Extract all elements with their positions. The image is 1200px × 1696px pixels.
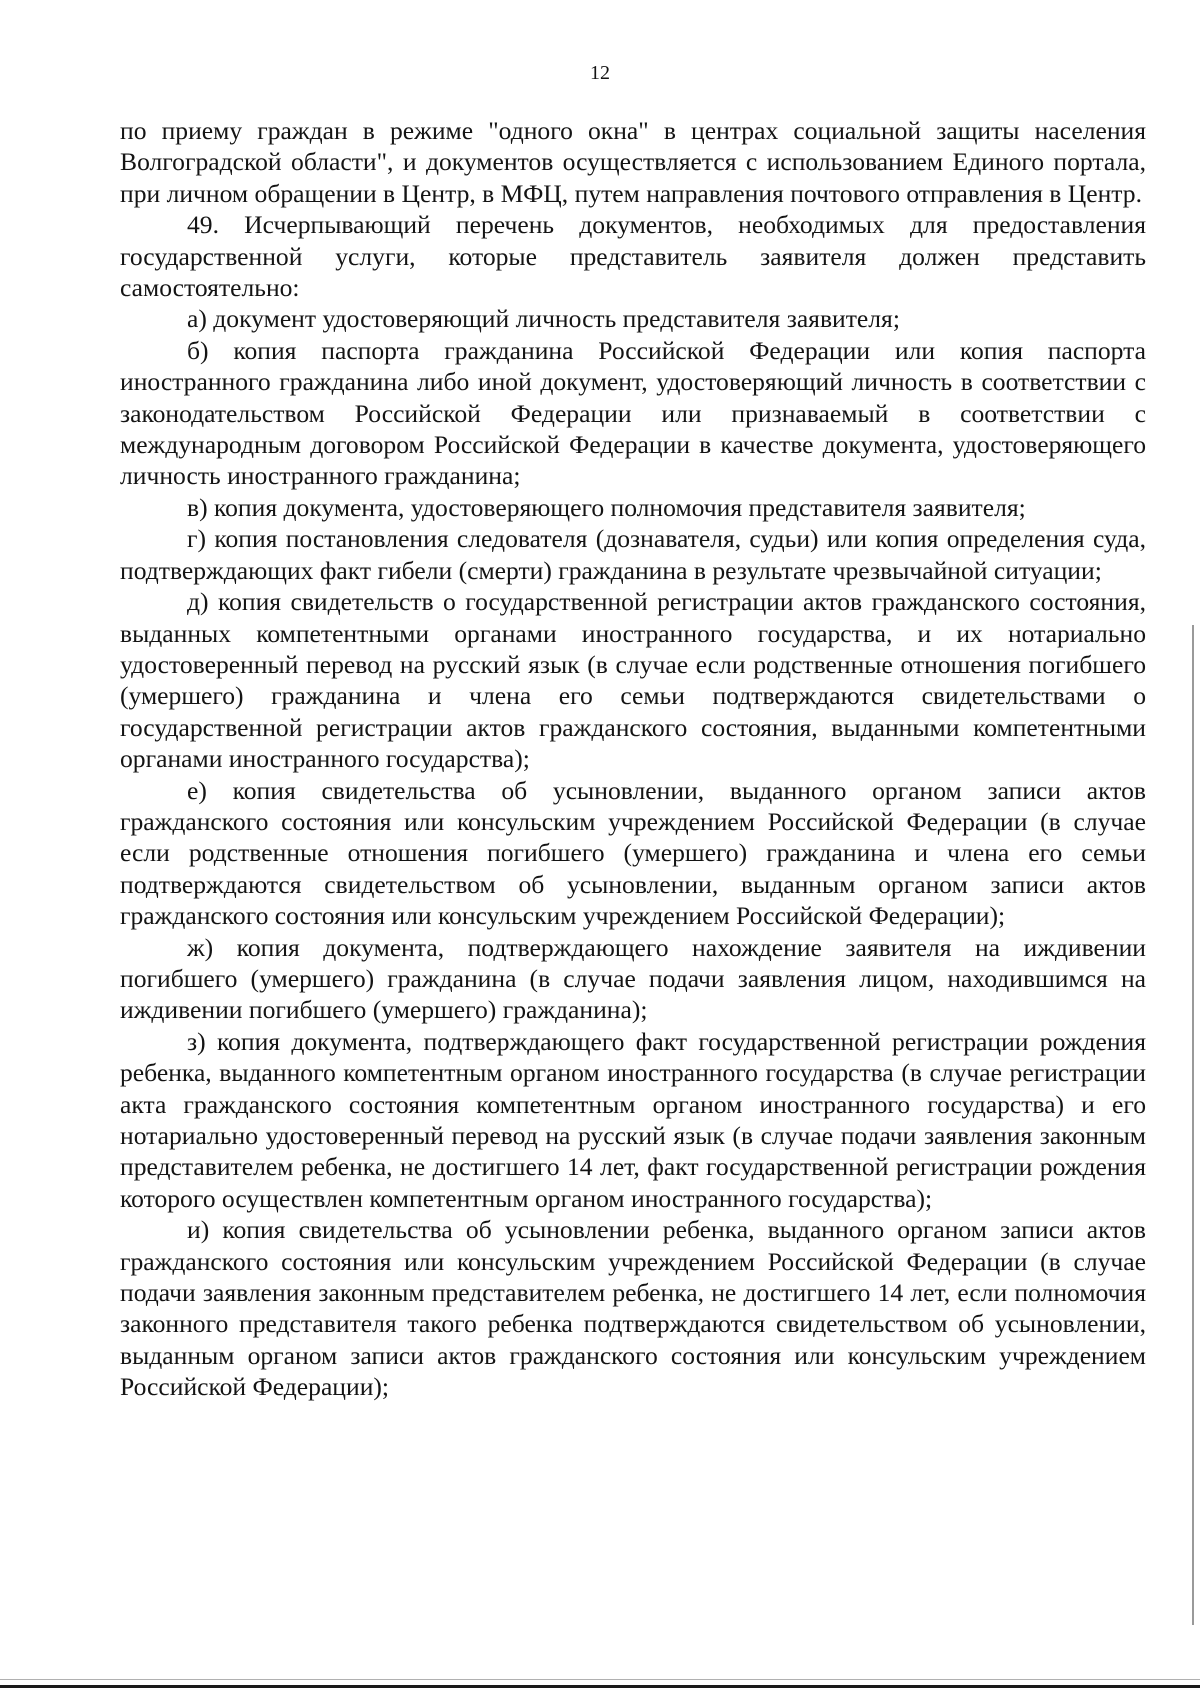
page-number: 12 (590, 62, 610, 84)
list-item-zh: ж) копия документа, подтверждающего нахождение заявителя на иждивении погибшего (умершего) гражданина (в случае подачи заявления лицом, находившимся на иждивении погибшего (умершего) гражданина); (120, 932, 1146, 1025)
list-item-v: в) копия документа, удостоверяющего полномочия представителя заявителя; (187, 492, 1026, 522)
document-body (120, 115, 1146, 1403)
list-item-g: г) копия постановления следователя (дознавателя, судьи) или копия определения суда, подтверждающих факт гибели (смерти) гражданина в результате чрезвычайной ситуации; (120, 524, 1146, 585)
list-item-i: и) копия свидетельства об усыновлении ребенка, выданного органом записи актов гражданского состояния или консульским учреждением Российской Федерации (в случае подачи заявления законным представителем ребенка, не достигшего 14 лет, если полномочия законного представителя такого ребенка подтверждаются свидетельством об усыновлении, выданным органом записи актов гражданского состояния или консульским учреждением Российской Федерации); (120, 1215, 1146, 1402)
scan-edge-bottom (0, 1685, 1200, 1688)
scan-edge-bottom-thin (0, 1679, 1200, 1680)
list-item-z: з) копия документа, подтверждающего факт государственной регистрации рождения ребенка, выданного компетентным органом иностранного государства (в случае регистрации акта гражданского состояния компетентным органом иностранного государства) и его нотариально удостоверенный перевод на русский язык (в случае подачи заявления законным представителем ребенка, не достигшего 14 лет, факт государственной регистрации рождения которого осуществлен компетентным органом иностранного государства); (120, 1026, 1146, 1213)
paragraph-continuation: по приему граждан в режиме "одного окна" в центрах социальной защиты населения Волгоградской области", и документов осуществляется с использованием Единого портала, при личном обращении в Центр, в МФЦ, путем направления почтового отправления в Центр. (120, 116, 1146, 208)
list-item-b: б) копия паспорта гражданина Российской Федерации или копия паспорта иностранного гражданина либо иной документ, удостоверяющий личность в соответствии с законодательством Российской Федерации или признаваемый в соответствии с международным договором Российской Федерации в качестве документа, удостоверяющего личность иностранного гражданина; (120, 335, 1146, 491)
scan-edge-right (1192, 625, 1194, 1625)
list-item-a: а) документ удостоверяющий личность представителя заявителя; (187, 304, 900, 334)
list-item-e: е) копия свидетельства об усыновлении, выданного органом записи актов гражданского состояния или консульским учреждением Российской Федерации (в случае если родственные отношения погибшего (умершего) гражданина и члена его семьи подтверждаются свидетельством об усыновлении, выданным органом записи актов гражданского состояния или консульским учреждением Российской Федерации); (120, 775, 1146, 931)
paragraph-item-49: 49. Исчерпывающий перечень документов, необходимых для предоставления государственной услуги, которые представитель заявителя должен представить самостоятельно: (120, 210, 1146, 303)
list-item-d: д) копия свидетельств о государственной регистрации актов гражданского состояния, выданных компетентными органами иностранного государства, и их нотариально удостоверенный перевод на русский язык (в случае если родственные отношения погибшего (умершего) гражданина и члена его семьи подтверждаются свидетельствами о государственной регистрации актов гражданского состояния, выданными компетентными органами иностранного государства); (120, 587, 1146, 774)
